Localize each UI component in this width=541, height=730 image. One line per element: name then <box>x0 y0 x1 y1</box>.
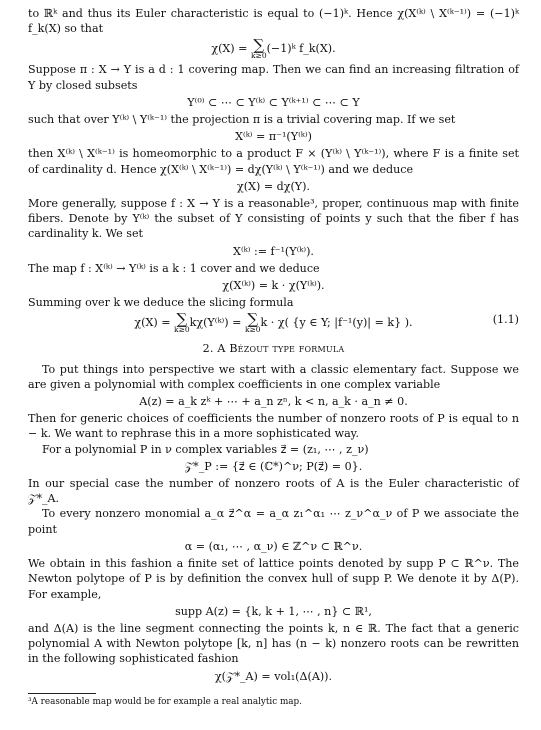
paragraph: The map f : X⁽ᵏ⁾ → Y⁽ᵏ⁾ is a k : 1 cover and we deduce <box>28 261 320 275</box>
equation-volume: χ(𝒵*_A) = vol₁(Δ(A)). <box>214 669 333 683</box>
summation-symbol: ∑ k≥0 <box>174 310 190 335</box>
paragraph: More generally, suppose f : X → Y is a reasonable³, proper, continuous map with finite fibers. Denote by Y⁽ᵏ⁾ the subset of Y consisting of points y such that the fiber f has cardinality k. We set <box>28 197 519 241</box>
equation-slicing-formula <box>28 312 519 334</box>
summation-limit: k≥0 <box>250 51 267 61</box>
paragraph: We obtain in this fashion a finite set of lattice points denoted by supp P ⊂ ℝ^ν. The Newton polytope of P is by definition the convex hull of supp P. We denote it by Δ(P). For example, <box>28 557 519 601</box>
equation-covering: χ(X) = dχ(Y). <box>237 179 310 193</box>
equation-part: χ(X) = <box>134 316 175 330</box>
paragraph: such that over Y⁽ᵏ⁾ \ Y⁽ᵏ⁻¹⁾ the projection π is a trivial covering map. If we set <box>28 113 456 127</box>
equation-lhs: χ(X) = <box>211 42 251 56</box>
equation-rhs: (−1)ᵏ f_k(X). <box>266 42 336 56</box>
equation-lattice-point: α = (α₁, ⋯ , α_ν) ∈ ℤ^ν ⊂ ℝ^ν. <box>184 539 363 553</box>
equation-fiber-set: X⁽ᵏ⁾ := f⁻¹(Y⁽ᵏ⁾). <box>233 244 314 258</box>
footnote-divider <box>28 693 96 694</box>
paragraph: To put things into perspective we start with a classic elementary fact. Suppose we are given a polynomial with complex coefficients in one complex variable <box>28 362 519 391</box>
paragraph: Summing over k we deduce the slicing formula <box>28 296 294 310</box>
equation-k-cover: χ(X⁽ᵏ⁾) = k · χ(Y⁽ᵏ⁾). <box>222 279 325 293</box>
paragraph: then X⁽ᵏ⁾ \ X⁽ᵏ⁻¹⁾ is homeomorphic to a product F × (Y⁽ᵏ⁾ \ Y⁽ᵏ⁻¹⁾), where F is a finite set of cardinality d. Hence χ(X⁽ᵏ⁾ \ X⁽ᵏ⁻¹⁾) = dχ(Y⁽ᵏ⁾ \ Y⁽ᵏ⁻¹⁾) and we deduce <box>28 147 519 176</box>
section-heading <box>28 341 519 356</box>
section-title: A Bézout type formula <box>217 342 345 356</box>
section-number: 2. <box>202 342 214 356</box>
summation-symbol: ∑ k≥0 <box>250 36 267 61</box>
equation-part: kχ(Y⁽ᵏ⁾) = <box>189 316 245 330</box>
equation-preimage: X⁽ᵏ⁾ = π⁻¹(Y⁽ᵏ⁾) <box>235 130 312 144</box>
paragraph: Suppose π : X → Y is a d : 1 covering map. Then we can find an increasing filtration of Y by closed subsets <box>28 63 519 92</box>
footnote: ³A reasonable map would be for example a real analytic map. <box>28 696 302 707</box>
equation-zero-set: 𝒵*_P := {z⃗ ∈ (ℂ*)^ν; P(z⃗) = 0}. <box>184 459 363 473</box>
equation-euler-sum <box>28 38 519 60</box>
equation-polynomial: A(z) = a_k zᵏ + ⋯ + a_n zⁿ, k < n, a_k · a_n ≠ 0. <box>139 395 408 409</box>
summation-limit: k≥0 <box>174 325 190 335</box>
equation-filtration: Y⁽⁰⁾ ⊂ ⋯ ⊂ Y⁽ᵏ⁾ ⊂ Y⁽ᵏ⁺¹⁾ ⊂ ⋯ ⊂ Y <box>187 95 360 109</box>
paragraph: In our special case the number of nonzero roots of A is the Euler characteristic of 𝒵*_A. <box>28 477 519 506</box>
equation-number: (1.1) <box>492 313 519 327</box>
equation-support: supp A(z) = {k, k + 1, ⋯ , n} ⊂ ℝ¹, <box>175 604 372 618</box>
paragraph: For a polynomial P in ν complex variables z⃗ = (z₁, ⋯ , z_ν) <box>42 442 369 456</box>
paragraph: To every nonzero monomial a_α z⃗^α = a_α z₁^α₁ ⋯ z_ν^α_ν of P we associate the point <box>28 507 519 536</box>
paragraph: Then for generic choices of coefficients the number of nonzero roots of P is equal to n − k. We want to rephrase this in a more sophisticated way. <box>28 412 519 441</box>
paragraph: and Δ(A) is the line segment connecting the points k, n ∈ ℝ. The fact that a generic polynomial A with Newton polytope [k, n] has (n − k) nonzero roots can be rewritten in the following sophisticated fashion <box>28 621 519 666</box>
summation-limit: k≥0 <box>244 325 261 335</box>
summation-symbol: ∑ k≥0 <box>244 310 261 335</box>
equation-part: k · χ( {y ∈ Y; |f⁻¹(y)| = k} ). <box>260 316 413 330</box>
paragraph: to ℝᵏ and thus its Euler characteristic is equal to (−1)ᵏ. Hence χ(X⁽ᵏ⁾ \ X⁽ᵏ⁻¹⁾) = (−1)ᵏ f_k(X) so that <box>28 7 519 36</box>
